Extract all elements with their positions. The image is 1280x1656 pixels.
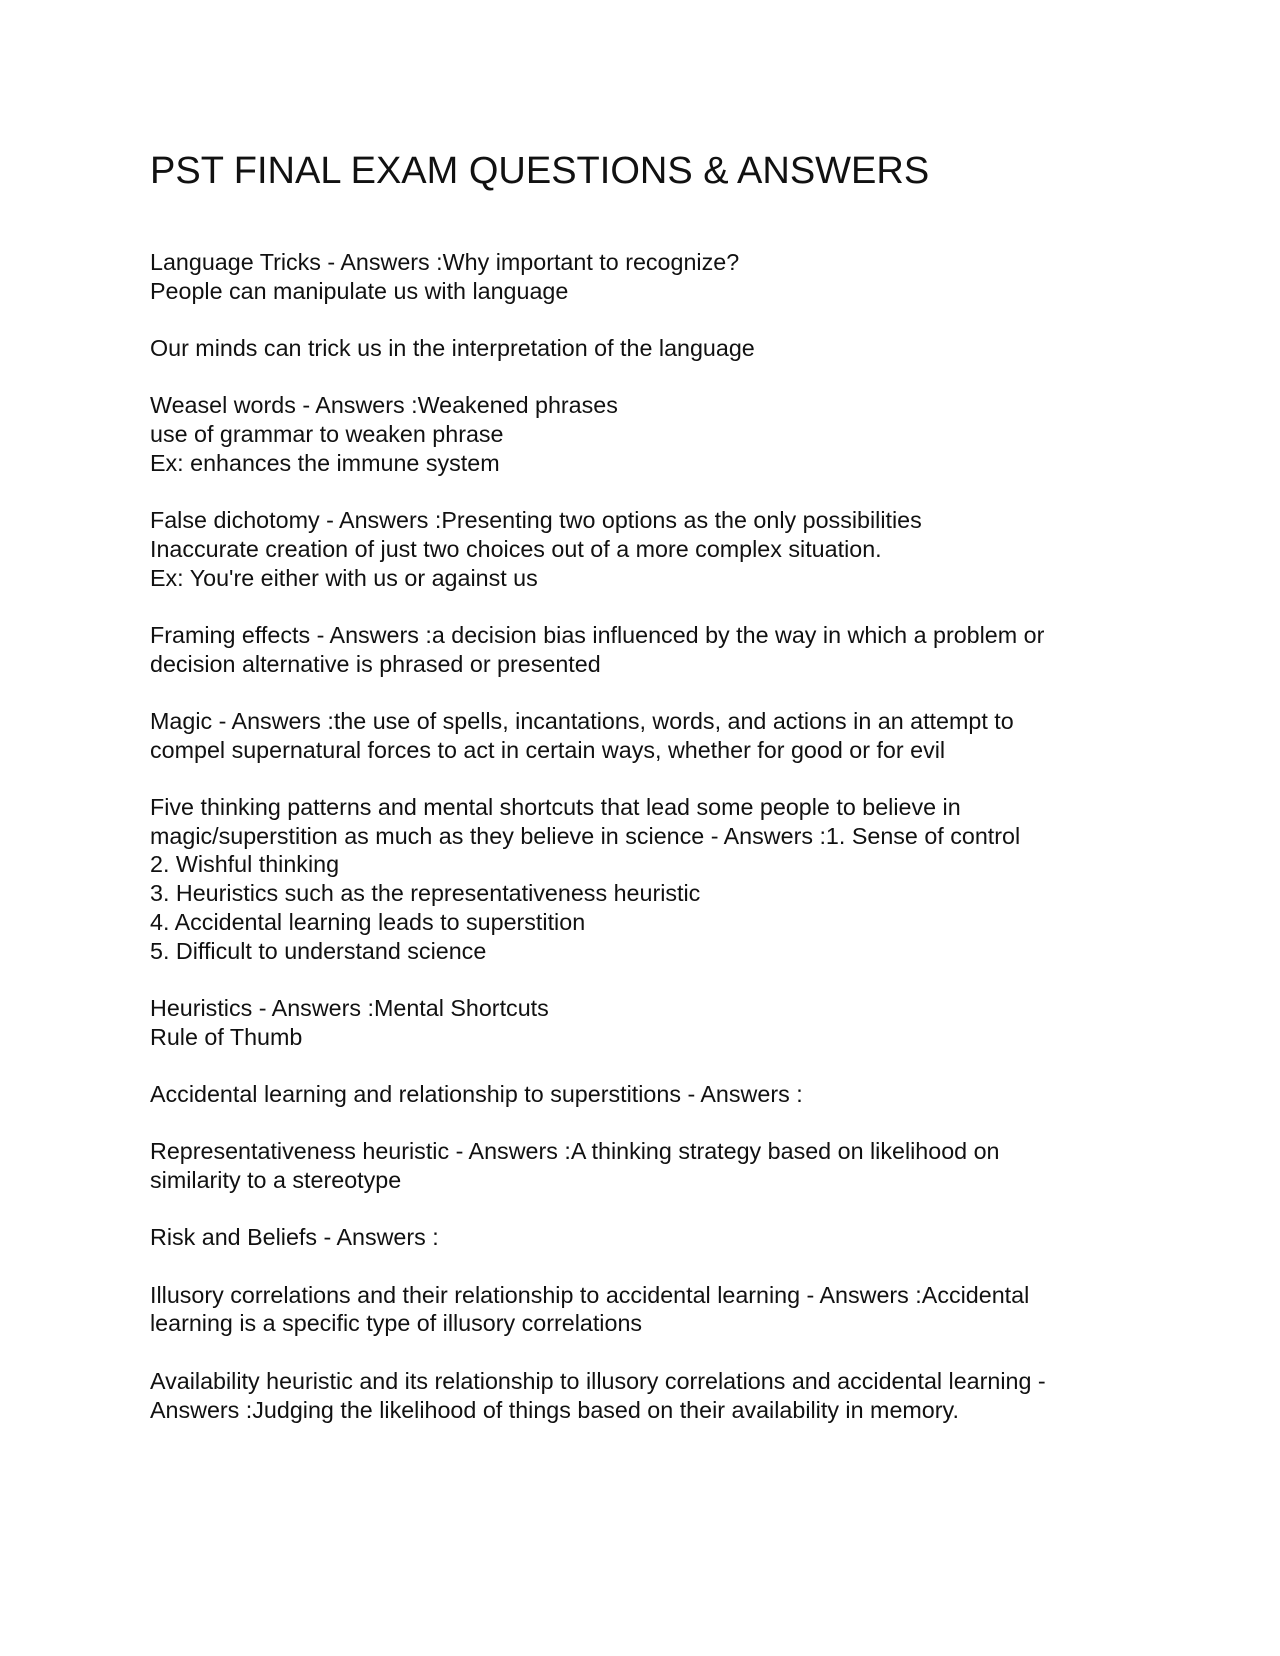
text-line: Magic - Answers :the use of spells, incantations, words, and actions in an attempt to — [150, 708, 1014, 734]
paragraph-gap — [150, 1252, 1140, 1281]
document-body — [150, 248, 1140, 1424]
text-line: use of grammar to weaken phrase — [150, 421, 504, 448]
text-line: 2. Wishful thinking — [150, 851, 340, 878]
paragraph-gap — [150, 678, 1140, 707]
text-line: Our minds can trick us in the interpretation of the language — [150, 335, 755, 362]
text-line: Illusory correlations and their relationship to accidental learning - Answers :Accidental — [150, 1281, 1030, 1308]
text-line: similarity to a stereotype — [150, 1167, 402, 1193]
text-line: Heuristics - Answers :Mental Shortcuts — [150, 994, 549, 1021]
text-line: Availability heuristic and its relationship to illusory correlations and accidental learning - — [150, 1367, 1046, 1394]
text-line: People can manipulate us with language — [150, 277, 569, 304]
paragraph-gap — [150, 592, 1140, 621]
paragraph-gap — [150, 478, 1140, 507]
text-line: 3. Heuristics such as the representativeness heuristic — [150, 880, 701, 907]
text-line: Five thinking patterns and mental shortcuts that lead some people to believe in — [150, 794, 961, 821]
paragraph-gap — [150, 764, 1140, 793]
text-line: Ex: enhances the immune system — [150, 449, 500, 476]
paragraph-gap — [150, 1338, 1140, 1367]
paragraph-gap — [150, 1109, 1140, 1138]
text-line: 4. Accidental learning leads to superstition — [150, 908, 586, 935]
text-line: learning is a specific type of illusory correlations — [150, 1310, 643, 1337]
paragraph-gap — [150, 305, 1140, 334]
text-line: Accidental learning and relationship to superstitions - Answers : — [150, 1080, 803, 1107]
paragraph-gap — [150, 1051, 1140, 1080]
text-line: Answers :Judging the likelihood of things based on their availability in memory. — [150, 1396, 959, 1423]
text-line: Risk and Beliefs - Answers : — [150, 1224, 439, 1251]
text-line: magic/superstition as much as they believe in science - Answers :1. Sense of control — [150, 822, 1021, 849]
text-line: Rule of Thumb — [150, 1023, 303, 1050]
paragraph-gap — [150, 965, 1140, 994]
text-line: Weasel words - Answers :Weakened phrases — [150, 392, 618, 419]
text-line: False dichotomy - Answers :Presenting two options as the only possibilities — [150, 507, 922, 534]
text-line: Ex: You're either with us or against us — [150, 564, 538, 591]
text-line: 5. Difficult to understand science — [150, 937, 487, 964]
text-line: compel supernatural forces to act in certain ways, whether for good or for evil — [150, 736, 946, 763]
text-line: Language Tricks - Answers :Why important to recognize? — [150, 249, 740, 275]
text-line: decision alternative is phrased or presented — [150, 650, 601, 677]
page-title: PST FINAL EXAM QUESTIONS & ANSWERS — [150, 150, 930, 192]
paragraph-gap — [150, 363, 1140, 392]
paragraph-gap — [150, 1195, 1140, 1224]
text-line: Framing effects - Answers :a decision bias influenced by the way in which a problem or — [150, 621, 1045, 648]
text-line: Inaccurate creation of just two choices out of a more complex situation. — [150, 535, 882, 562]
text-line: Representativeness heuristic - Answers :A thinking strategy based on likelihood on — [150, 1138, 1000, 1165]
